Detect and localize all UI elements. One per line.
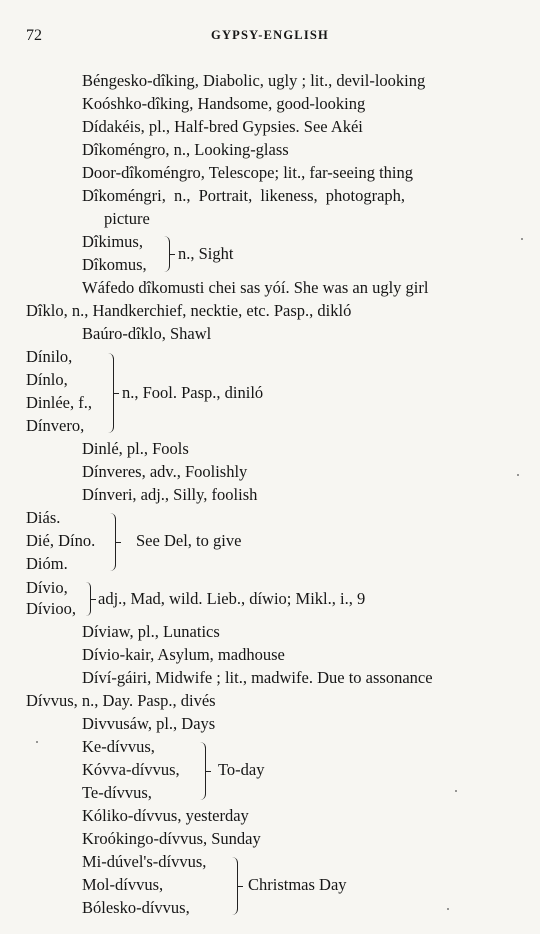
print-speck [36,741,38,743]
group-term: Dínilo, [26,347,73,366]
entry-line: Dîkoméngri, n., Portrait, likeness, photograph, [82,186,406,205]
group-term: Ke-dívvus, [82,737,155,756]
entry-line-continued: picture [104,209,150,228]
entry-line: Kroókingo-dívvus, Sunday [82,829,261,848]
print-speck [455,790,457,792]
entry-line: Dínveres, adv., Foolishly [82,462,248,481]
group-term: Dióm. [26,554,68,573]
group-term: Dîkimus, [82,232,143,251]
brace [200,742,206,800]
group-term: Dîkomus, [82,255,147,274]
brace [232,857,238,915]
entry-line: Dîklo, n., Handkerchief, necktie, etc. Pasp., dikló [26,301,352,320]
entry-line: Dívio-kair, Asylum, madhouse [82,645,285,664]
entry-line: Díví-gáiri, Midwife ; lit., madwife. Due to assonance [82,668,433,687]
group-gloss: See Del, to give [136,531,242,550]
group-term: Dié, Díno. [26,531,96,550]
group-gloss: Christmas Day [248,875,347,894]
print-speck [517,474,519,476]
entry-line: Divvusáw, pl., Days [82,714,216,733]
group-term: Dínvero, [26,416,85,435]
group-term: Te-dívvus, [82,783,152,802]
page-number: 72 [26,27,42,44]
entry-line: Dinlé, pl., Fools [82,439,189,458]
entry-line: Dídakéis, pl., Half-bred Gypsies. See Akéi [82,117,363,136]
print-speck [447,908,449,910]
brace [108,353,114,433]
group-term: Dinlée, f., [26,393,92,412]
entry-line: Koóshko-dîking, Handsome, good-looking [82,94,366,113]
page-header [26,27,514,47]
entry-line: Dívvus, n., Day. Pasp., divés [26,691,216,710]
entry-line: Door-dîkoméngro, Telescope; lit., far-seeing thing [82,163,413,182]
entry-line: Dínveri, adj., Silly, foolish [82,485,258,504]
brace [86,582,91,616]
group-gloss: To-day [218,760,265,779]
group-term: Diás. [26,508,61,527]
entry-line: Béngesko-dîking, Diabolic, ugly ; lit., devil-looking [82,71,426,90]
print-speck [521,238,523,240]
brace [164,236,170,272]
group-term: Mol-dívvus, [82,875,164,894]
group-term: Dínlo, [26,370,68,389]
group-gloss: n., Sight [178,244,234,263]
group-term: Dívio, [26,578,68,597]
group-term: Dívioo, [26,599,76,618]
group-gloss: adj., Mad, wild. Lieb., díwio; Mikl., i., 9 [98,589,366,608]
entry-line: Baúro-dîklo, Shawl [82,324,212,343]
entry-line: Wáfedo dîkomusti chei sas yóí. She was an ugly girl [82,278,429,297]
entry-line: Kóliko-dívvus, yesterday [82,806,249,825]
group-term: Bólesko-dívvus, [82,898,190,917]
entry-line: Dîkoméngro, n., Looking-glass [82,140,289,159]
group-term: Mi-dúvel's-dívvus, [82,852,207,871]
group-gloss: n., Fool. Pasp., diniló [122,383,264,402]
running-title: GYPSY-ENGLISH [211,28,329,42]
brace [110,513,116,571]
group-term: Kóvva-dívvus, [82,760,180,779]
entry-line: Díviaw, pl., Lunatics [82,622,220,641]
